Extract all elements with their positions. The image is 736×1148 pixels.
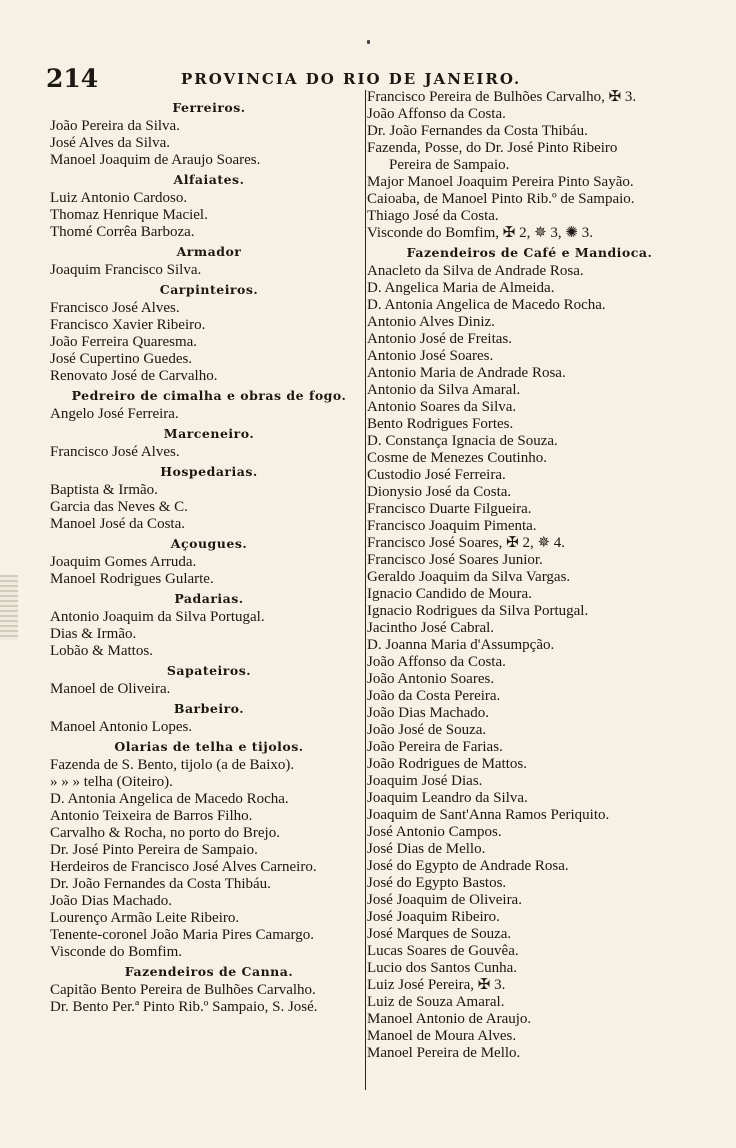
- list-item: Manoel Antonio Lopes.: [50, 719, 193, 735]
- list-item: Luiz Antonio Cardoso.: [50, 190, 188, 206]
- list-item: Francisco José Soares Junior.: [367, 552, 543, 568]
- section-heading: Sapateiros.: [166, 663, 252, 678]
- list-item: Ignacio Candido de Moura.: [367, 586, 532, 602]
- list-item: João Affonso da Costa.: [367, 654, 506, 670]
- list-item: José Joaquim Ribeiro.: [367, 909, 500, 925]
- right-column: [367, 89, 692, 1062]
- list-item: D. Joanna Maria d'Assumpção.: [367, 637, 555, 653]
- list-item: Fazenda, Posse, do Dr. José Pinto Ribeiro: [367, 140, 618, 156]
- list-item: José Marques de Souza.: [367, 926, 512, 942]
- list-item: Visconde do Bomfim, ✠ 2, ✵ 3, ✺ 3.: [367, 225, 593, 241]
- list-item: Bento Rodrigues Fortes.: [367, 416, 514, 432]
- list-item: José Antonio Campos.: [367, 824, 502, 840]
- section-heading: Barbeiro.: [173, 701, 245, 716]
- list-item: Dr. João Fernandes da Costa Thibáu.: [367, 123, 588, 139]
- list-item: Manoel Pereira de Mello.: [367, 1045, 521, 1061]
- list-item: João Antonio Soares.: [367, 671, 495, 687]
- list-item: José do Egypto de Andrade Rosa.: [367, 858, 569, 874]
- list-item: Dr. João Fernandes da Costa Thibáu.: [50, 876, 271, 892]
- list-item: Francisco Pereira de Bulhões Carvalho, ✠ 3.: [367, 89, 637, 105]
- list-item: Dionysio José da Costa.: [367, 484, 512, 500]
- list-item: Manoel Joaquim de Araujo Soares.: [50, 152, 261, 168]
- section-heading: Olarias de telha e tijolos.: [114, 739, 304, 754]
- page-number: 214: [46, 64, 99, 93]
- list-item: Custodio José Ferreira.: [367, 467, 506, 483]
- list-item: Ignacio Rodrigues da Silva Portugal.: [367, 603, 589, 619]
- list-item: Capitão Bento Pereira de Bulhões Carvalho.: [50, 982, 316, 998]
- list-item: Renovato José de Carvalho.: [50, 368, 218, 384]
- section-heading: Armador: [176, 244, 242, 259]
- list-item: Antonio Alves Diniz.: [367, 314, 495, 330]
- list-item: Thomaz Henrique Maciel.: [50, 207, 208, 223]
- list-item: Lourenço Armão Leite Ribeiro.: [50, 910, 240, 926]
- list-item: Manoel Rodrigues Gularte.: [50, 571, 214, 587]
- bleed-through-mark: [0, 575, 18, 640]
- list-item: Joaquim José Dias.: [367, 773, 483, 789]
- list-item: Cosme de Menezes Coutinho.: [367, 450, 547, 466]
- list-item: Francisco José Soares, ✠ 2, ✵ 4.: [367, 535, 566, 551]
- list-item: Dr. José Pinto Pereira de Sampaio.: [50, 842, 258, 858]
- list-item: Francisco Joaquim Pimenta.: [367, 518, 537, 534]
- list-item: Antonio da Silva Amaral.: [367, 382, 521, 398]
- section-heading: Ferreiros.: [172, 100, 246, 115]
- section-heading: Açougues.: [170, 536, 248, 551]
- list-item: José Alves da Silva.: [50, 135, 170, 151]
- page-title: PROVINCIA DO RIO DE JANEIRO.: [181, 70, 522, 88]
- list-item: Angelo José Ferreira.: [50, 406, 179, 422]
- list-item: João Dias Machado.: [50, 893, 173, 909]
- section-heading: Fazendeiros de Café e Mandioca.: [406, 245, 653, 260]
- list-item: Pereira de Sampaio.: [389, 157, 510, 173]
- section-heading: Pedreiro de cimalha e obras de fogo.: [71, 388, 347, 403]
- section-heading: Carpinteiros.: [159, 282, 259, 297]
- section-heading: Hospedarias.: [160, 464, 258, 479]
- list-item: Manoel de Oliveira.: [50, 681, 171, 697]
- list-item: Carvalho & Rocha, no porto do Brejo.: [50, 825, 280, 841]
- list-item: Jacintho José Cabral.: [367, 620, 495, 636]
- section-heading: Alfaiates.: [173, 172, 245, 187]
- list-item: Antonio José Soares.: [367, 348, 494, 364]
- list-item: Geraldo Joaquim da Silva Vargas.: [367, 569, 571, 585]
- list-item: José Dias de Mello.: [367, 841, 486, 857]
- list-item: Manoel de Moura Alves.: [367, 1028, 517, 1044]
- list-item: D. Angelica Maria de Almeida.: [367, 280, 555, 296]
- section-heading: Fazendeiros de Canna.: [124, 964, 294, 979]
- list-item: João Pereira da Silva.: [50, 118, 180, 134]
- print-speck: [367, 40, 370, 44]
- list-item: José Cupertino Guedes.: [50, 351, 193, 367]
- list-item: João Affonso da Costa.: [367, 106, 506, 122]
- list-item: Baptista & Irmão.: [50, 482, 158, 498]
- list-item: D. Antonia Angelica de Macedo Rocha.: [50, 791, 289, 807]
- section-heading: Padarias.: [174, 591, 244, 606]
- list-item: Luiz de Souza Amaral.: [367, 994, 505, 1010]
- list-item: Anacleto da Silva de Andrade Rosa.: [367, 263, 584, 279]
- list-item: Dias & Irmão.: [50, 626, 137, 642]
- list-item: João Ferreira Quaresma.: [50, 334, 198, 350]
- list-item: José do Egypto Bastos.: [367, 875, 507, 891]
- list-item: Antonio Maria de Andrade Rosa.: [367, 365, 566, 381]
- list-item: Francisco José Alves.: [50, 300, 180, 316]
- list-item: João Rodrigues de Mattos.: [367, 756, 527, 772]
- list-item: » » » telha (Oiteiro).: [50, 774, 173, 790]
- list-item: Major Manoel Joaquim Pereira Pinto Sayão.: [367, 174, 634, 190]
- list-item: Tenente-coronel João Maria Pires Camargo.: [50, 927, 315, 943]
- list-item: Joaquim Gomes Arruda.: [50, 554, 197, 570]
- left-column: [50, 97, 368, 1016]
- list-item: Joaquim de Sant'Anna Ramos Periquito.: [367, 807, 610, 823]
- list-item: José Joaquim de Oliveira.: [367, 892, 522, 908]
- list-item: João Pereira de Farias.: [367, 739, 503, 755]
- list-item: Francisco Duarte Filgueira.: [367, 501, 532, 517]
- list-item: Antonio Joaquim da Silva Portugal.: [50, 609, 265, 625]
- list-item: D. Antonia Angelica de Macedo Rocha.: [367, 297, 606, 313]
- list-item: João Dias Machado.: [367, 705, 490, 721]
- list-item: Joaquim Leandro da Silva.: [367, 790, 528, 806]
- list-item: Garcia das Neves & C.: [50, 499, 188, 515]
- list-item: Manoel José da Costa.: [50, 516, 185, 532]
- list-item: Caioaba, de Manoel Pinto Rib.º de Sampaio.: [367, 191, 635, 207]
- list-item: Fazenda de S. Bento, tijolo (a de Baixo).: [50, 757, 295, 773]
- list-item: Luiz José Pereira, ✠ 3.: [367, 977, 506, 993]
- list-item: Lobão & Mattos.: [50, 643, 153, 659]
- list-item: Francisco Xavier Ribeiro.: [50, 317, 206, 333]
- list-item: Antonio Soares da Silva.: [367, 399, 517, 415]
- list-item: Dr. Bento Per.ª Pinto Rib.º Sampaio, S. José.: [50, 999, 318, 1015]
- list-item: Lucas Soares de Gouvêa.: [367, 943, 519, 959]
- list-item: Thiago José da Costa.: [367, 208, 499, 224]
- list-item: João José de Souza.: [367, 722, 487, 738]
- list-item: D. Constança Ignacia de Souza.: [367, 433, 558, 449]
- list-item: Manoel Antonio de Araujo.: [367, 1011, 532, 1027]
- list-item: Francisco José Alves.: [50, 444, 180, 460]
- list-item: Thomé Corrêa Barboza.: [50, 224, 195, 240]
- list-item: Antonio Teixeira de Barros Filho.: [50, 808, 253, 824]
- section-heading: Marceneiro.: [163, 426, 255, 441]
- list-item: João da Costa Pereira.: [367, 688, 501, 704]
- list-item: Herdeiros de Francisco José Alves Carneiro.: [50, 859, 317, 875]
- list-item: Lucio dos Santos Cunha.: [367, 960, 517, 976]
- list-item: Antonio José de Freitas.: [367, 331, 512, 347]
- list-item: Visconde do Bomfim.: [50, 944, 183, 960]
- list-item: Joaquim Francisco Silva.: [50, 262, 202, 278]
